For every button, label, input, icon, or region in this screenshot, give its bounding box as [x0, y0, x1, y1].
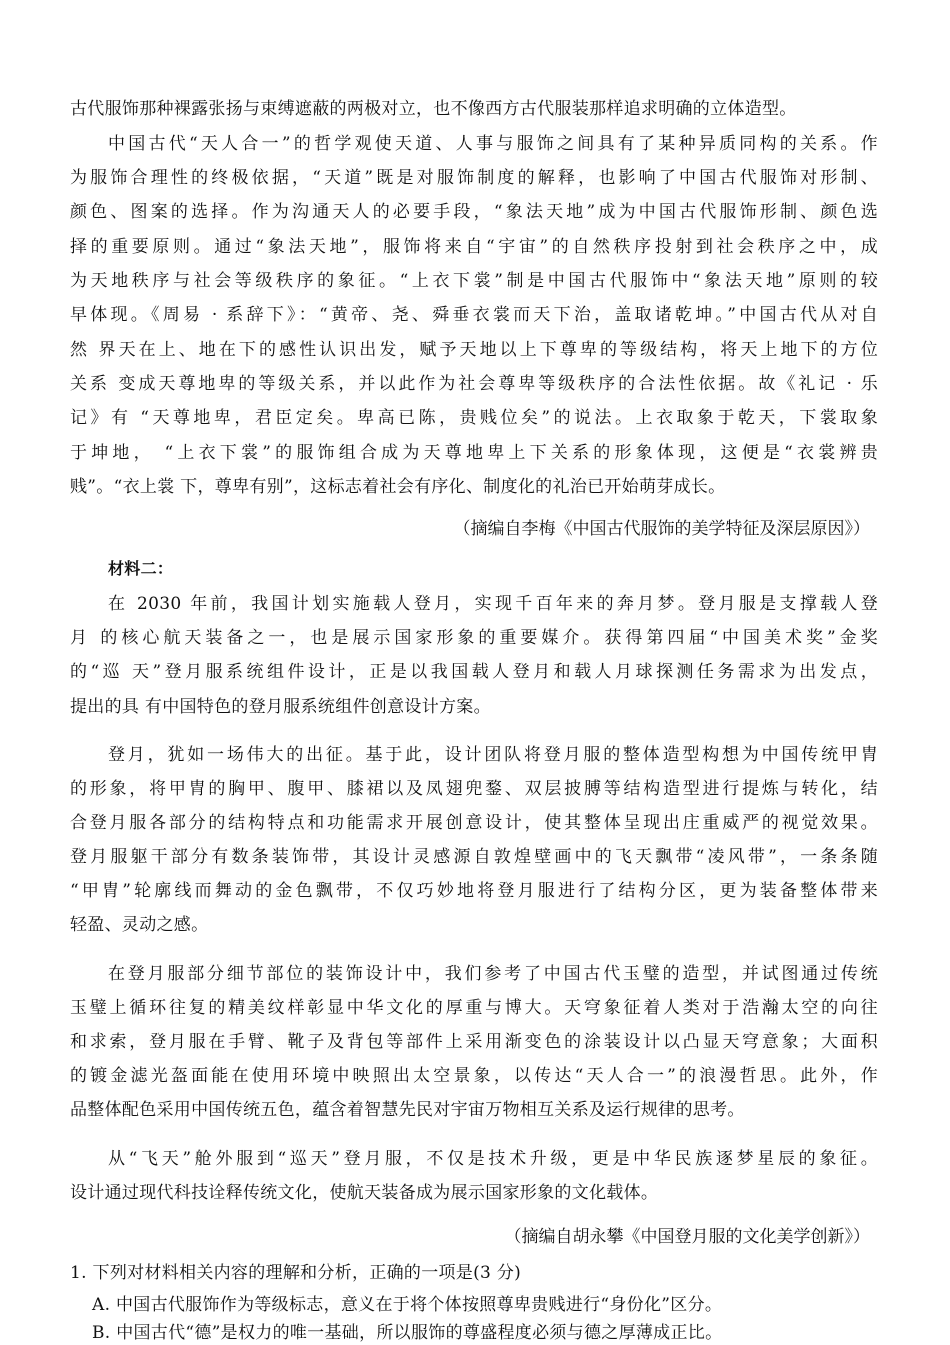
m1-line-10: 于坤地， “上衣下裳”的服饰组合成为天尊地卑上下关系的形象体现，这便是“衣裳辨贵 — [70, 443, 878, 463]
m2-heading: 材料二： — [108, 559, 174, 578]
m2-p1-line-0: 在 2030 年前，我国计划实施载人登月，实现千百年来的奔月梦。登月服是支撑载人登 — [108, 594, 878, 614]
m2-p1-line-3: 提出的具 有中国特色的登月服系统组件创意设计方案。 — [70, 697, 491, 717]
m1-line-2: 为服饰合理性的终极依据，“天道”既是对服饰制度的解释，也影响了中国古代服饰对形制、 — [70, 168, 878, 188]
m2-p2-line-4: “甲胄”轮廓线而舞动的金色飘带，不仅巧妙地将登月服进行了结构分区，更为装备整体带来 — [70, 881, 878, 901]
m2-p4-line-1: 设计通过现代科技诠释传统文化，使航天装备成为展示国家形象的文化载体。 — [70, 1183, 659, 1203]
m2-p3-line-0: 在登月服部分细节部位的装饰设计中，我们参考了中国古代玉璧的造型，并试图通过传统 — [108, 964, 878, 984]
m1-line-3: 颜色、图案的选择。作为沟通天人的必要手段，“象法天地”成为中国古代服饰形制、颜色选 — [70, 202, 878, 222]
m1-line-7: 然 界天在上、地在下的感性认识出发，赋予天地以上下尊卑的等级结构，将天上地下的方位 — [70, 340, 878, 360]
m2-p2-line-3: 登月服躯干部分有数条装饰带，其设计灵感源自敦煌壁画中的飞天飘带“凌风带”，一条条随 — [70, 847, 878, 867]
m2-p3-line-2: 和求索，登月服在手臂、靴子及背包等部件上采用渐变色的涂装设计以凸显天穹意象；大面积 — [70, 1032, 878, 1052]
m1-line-0: 古代服饰那种裸露张扬与束缚遮蔽的两极对立，也不像西方古代服装那样追求明确的立体造型。 — [70, 99, 797, 119]
m1-citation: （摘编自李梅《中国古代服饰的美学特征及深层原因》） — [453, 519, 870, 539]
question-stem: 1. 下列对材料相关内容的理解和分析，正确的一项是(3 分) — [70, 1263, 522, 1283]
m2-p2-line-0: 登月，犹如一场伟大的出征。基于此，设计团队将登月服的整体造型构想为中国传统甲胄 — [108, 745, 878, 765]
question-option-b[interactable]: B. 中国古代“德”是权力的唯一基础，所以服饰的尊盛程度必须与德之厚薄成正比。 — [92, 1323, 723, 1343]
m2-p3-line-3: 的镀金滤光盔面能在使用环境中映照出太空景象，以传达“天人合一”的浪漫哲思。此外，作 — [70, 1066, 878, 1086]
m2-p2-line-5: 轻盈、灵动之感。 — [70, 915, 209, 935]
m1-line-11: 贱”。“衣上裳 下，尊卑有别”，这标志着社会有序化、制度化的礼治已开始萌芽成长。 — [70, 477, 726, 497]
m2-p2-line-1: 的形象，将甲胄的胸甲、腹甲、膝裙以及凤翅兜鍪、双层披膊等结构造型进行提炼与转化，结 — [70, 779, 878, 799]
m1-line-9: 记》有 “天尊地卑，君臣定矣。卑高已陈，贵贱位矣”的说法。上衣取象于乾天，下裳取象 — [70, 408, 878, 428]
m2-p2-line-2: 合登月服各部分的结构特点和功能需求开展创意设计，使其整体呈现出庄重威严的视觉效果。 — [70, 813, 878, 833]
m1-line-6: 早体现。《周易 · 系辞下》：“黄帝、尧、舜垂衣裳而天下治，盖取诸乾坤。”中国古代从对自 — [70, 305, 878, 325]
m2-citation: （摘编自胡永攀《中国登月服的文化美学创新》） — [504, 1227, 870, 1247]
m2-p3-line-1: 玉璧上循环往复的精美纹样彰显中华文化的厚重与博大。天穹象征着人类对于浩瀚太空的向往 — [70, 998, 878, 1018]
m1-line-8: 关系 变成天尊地卑的等级关系，并以此作为社会尊卑等级秩序的合法性依据。故《礼记 · 乐 — [70, 374, 878, 394]
m1-line-1: 中国古代“天人合一”的哲学观使天道、人事与服饰之间具有了某种异质同构的关系。作 — [108, 134, 878, 154]
m2-p1-line-1: 月 的核心航天装备之一，也是展示国家形象的重要媒介。获得第四届“中国美术奖”金奖 — [70, 628, 878, 648]
question-option-a[interactable]: A. 中国古代服饰作为等级标志，意义在于将个体按照尊卑贵贱进行“身份化”区分。 — [92, 1295, 723, 1315]
m2-p3-line-4: 品整体配色采用中国传统五色，蕴含着智慧先民对宇宙万物相互关系及运行规律的思考。 — [70, 1100, 745, 1120]
m1-line-4: 择的重要原则。通过“象法天地”，服饰将来自“宇宙”的自然秩序投射到社会秩序之中，成 — [70, 237, 878, 257]
m1-line-5: 为天地秩序与社会等级秩序的象征。“上衣下裳”制是中国古代服饰中“象法天地”原则的较 — [70, 271, 878, 291]
m2-p4-line-0: 从“飞天”舱外服到“巡天”登月服，不仅是技术升级，更是中华民族逐梦星辰的象征。 — [108, 1149, 878, 1169]
m2-p1-line-2: 的“巡 天”登月服系统组件设计，正是以我国载人登月和载人月球探测任务需求为出发点， — [70, 662, 878, 682]
